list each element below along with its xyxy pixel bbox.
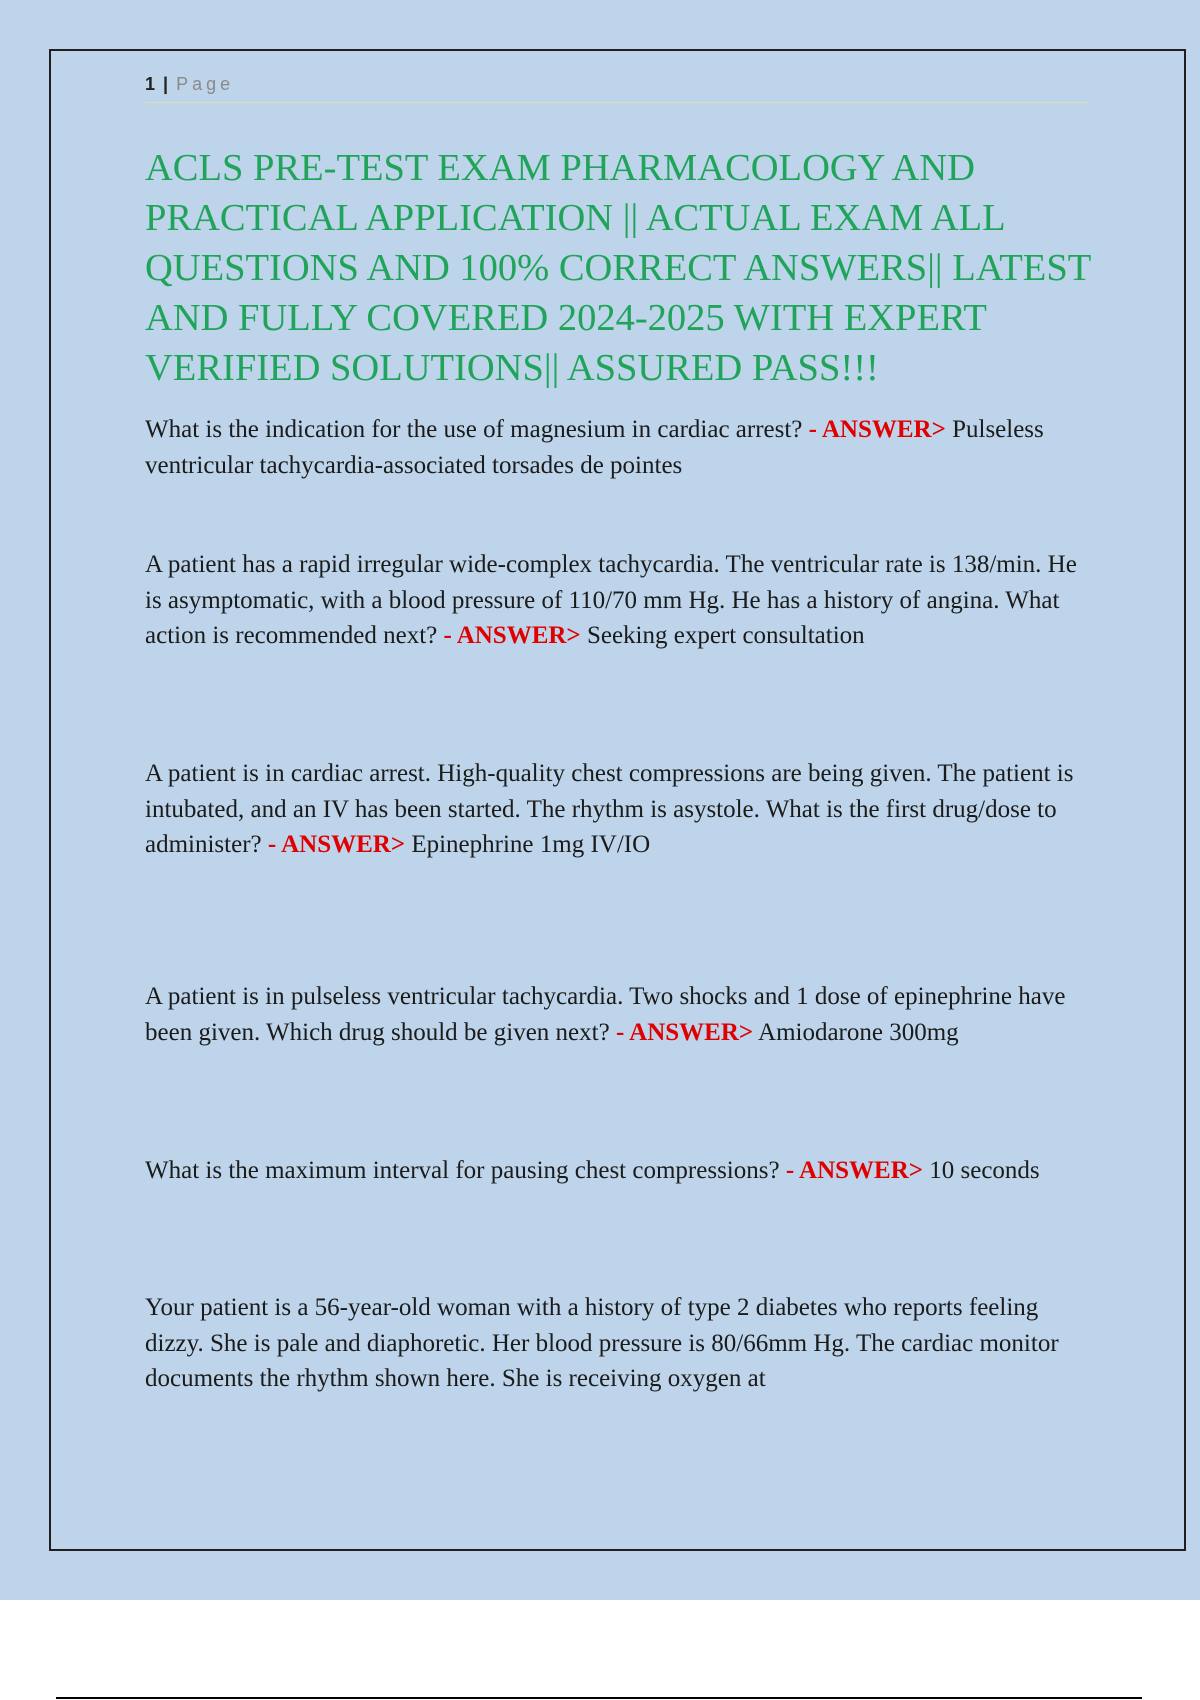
header-separator: | [163,74,169,94]
answer-text: 10 seconds [929,1157,1040,1184]
footer-rule [56,1697,1142,1699]
question-text: What is the maximum interval for pausing chest compressions? [145,1157,780,1184]
qa-item-5 [145,1153,1090,1189]
answer-marker: - ANSWER> [267,831,406,858]
question-text: A patient is in cardiac arrest. High-quality chest compressions are being given. The patient is intubated, and an IV has been started. The rhythm is asystole. What is the first drug/dose to administer? [145,760,1074,858]
question-text: A patient is in pulseless ventricular tachycardia. Two shocks and 1 dose of epinephrine have been given. Which drug should be given next? [145,983,1066,1046]
answer-text: Amiodarone 300mg [758,1018,959,1046]
answer-marker: - ANSWER> [615,1018,754,1046]
qa-item-3 [145,756,1090,863]
question-text: What is the indication for the use of magnesium in cardiac arrest? [145,416,803,443]
qa-item-4 [145,979,1090,1050]
qa-item-2 [145,547,1090,654]
answer-text: Epinephrine 1mg IV/IO [411,831,651,858]
answer-marker: - ANSWER> [443,622,581,649]
page-label: Page [176,74,235,94]
document-title: ACLS PRE-TEST EXAM PHARMACOLOGY AND PRACTICAL APPLICATION || ACTUAL EXAM ALL QUESTIONS AND 100% CORRECT ANSWERS|| LATEST AND FULLY COVERED 2024-2025 WITH EXPERT VERIFIED SOLUTIONS|| ASSURED PASS!!! [145,147,1091,389]
answer-marker: - ANSWER> [785,1157,924,1184]
qa-item-1 [145,412,1090,483]
answer-text: Pulseless ventricular tachycardia-associated torsades de pointes [145,416,1044,479]
page-header [145,74,1090,103]
question-text: A patient has a rapid irregular wide-complex tachycardia. The ventricular rate is 138/min. He is asymptomatic, with a blood pressure of 110/70 mm Hg. He has a history of angina. What action is recommended next? [145,551,1077,649]
qa-item-6: Your patient is a 56-year-old woman with a history of type 2 diabetes who reports feeling dizzy. She is pale and diaphoretic. Her blood pressure is 80/66mm Hg. The cardiac monitor documents the rhythm shown here. She is receiving oxygen at [145,1294,1059,1392]
page-number: 1 [145,74,156,94]
answer-text: Seeking expert consultation [586,622,865,649]
answer-marker: - ANSWER> [808,416,946,443]
